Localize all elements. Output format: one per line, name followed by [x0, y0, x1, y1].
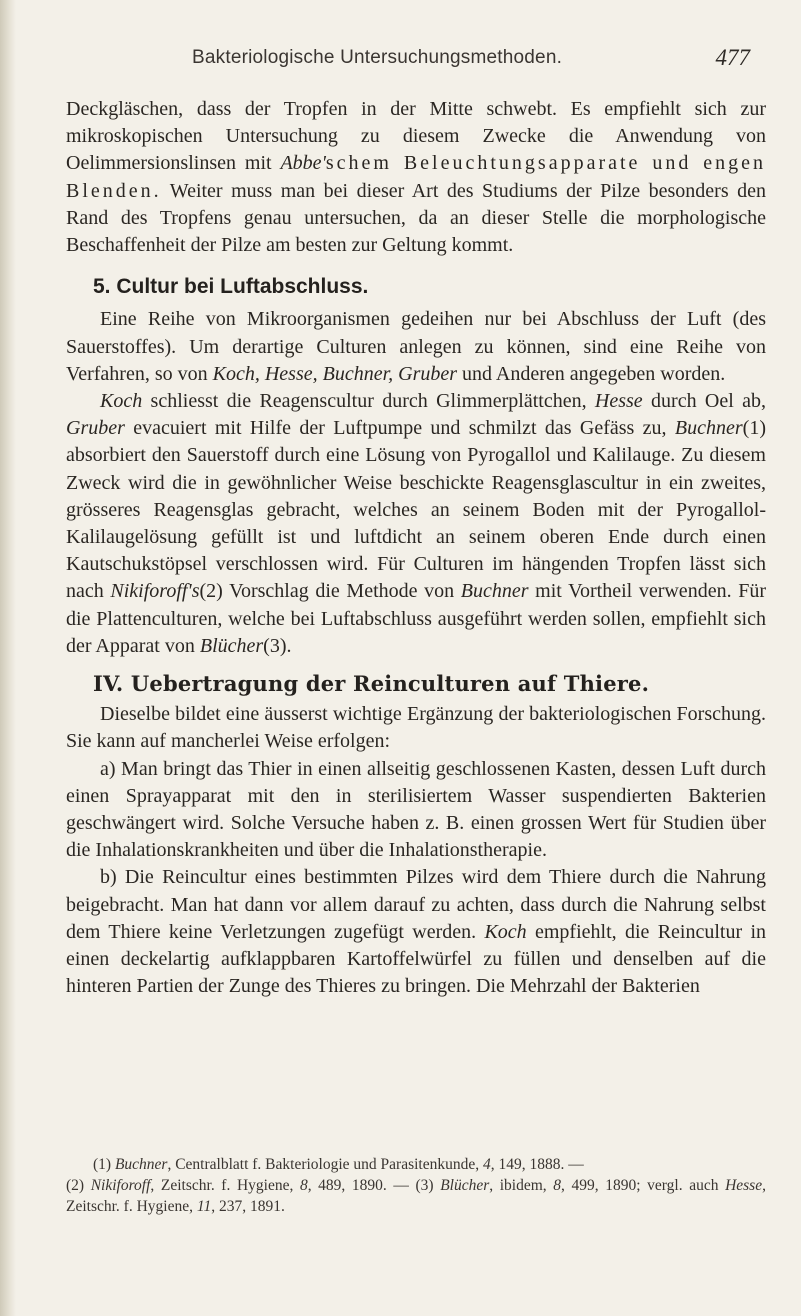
text-run: , ibidem, [489, 1177, 554, 1194]
footnote-author: Blücher [440, 1177, 490, 1194]
author-name-buchner: Buchner [460, 580, 529, 603]
footnote-2-3 [66, 1175, 766, 1217]
author-name-abbe: Abbe' [280, 152, 326, 175]
paragraph-item-b [66, 864, 766, 1000]
text-run: b) Die Reincultur eines bestimmten Pilzes wird dem Thiere durch die Nahrung beigebracht. Man hat dann vor allem darauf zu achten, dass durch die Nahrung selbst dem Thiere keine Verletzungen zugefügt werden. [66, 866, 766, 943]
text-run: (1) absorbiert den Sauerstoff durch eine Lösung von Pyrogallol und Kalilauge. Zu diesem Zweck wird die in gewöhnlicher Weise beschickte Reagensglascultur in ein zweites, grösseres Reagensglas gebracht, welches an seinem Boden mit der Pyrogallol-Kalilaugelösung gefüllt ist und luftdicht an seinem oberen Ende durch einen Kautschukstöpsel verschlossen wird. Für Culturen im hängenden Tropfen lässt sich nach [66, 417, 766, 603]
author-name-bluecher: Blücher [199, 634, 264, 657]
text-run: mit Vortheil verwenden. Für die Plattenculturen, welche bei Luftabschluss ausgeführt werden sollen, empfiehlt sich der Apparat von [66, 580, 766, 657]
text-run: , 149, 1888. — [490, 1156, 584, 1173]
text-run: , Zeitschr. f. Hygiene, [150, 1177, 300, 1194]
text-run: , 489, 1890. — (3) [307, 1177, 441, 1194]
author-names: Koch, Hesse, Buchner, Gruber [212, 362, 458, 385]
footnote-volume: 4 [483, 1156, 491, 1173]
footnote-volume: 8 [553, 1177, 562, 1194]
text-run: Deckgläschen, dass der Tropfen in der Mitte schwebt. Es empfiehlt sich zur mikroskopischen Untersuchung zu diesem Zwecke die Anwendung von Oelimmersionslinsen mit [66, 98, 766, 175]
text-run: empfiehlt, die Reincultur in einen deckelartig aufklappbaren Kartoffelwürfel zu füllen und denselben auf die hinteren Partien der Zunge des Thieres zu bringen. Die Mehrzahl der Bakterien [66, 920, 766, 998]
author-name-koch: Koch [100, 390, 143, 413]
author-name-hesse: Hesse [594, 390, 643, 413]
footnote-number: (2) [66, 1177, 91, 1194]
author-name-nikiforoff: Nikiforoff's [110, 580, 200, 603]
text-run: durch Oel ab, [642, 390, 766, 413]
running-title: Bakteriologische Untersuchungsmethoden. [192, 47, 563, 68]
book-spine-shadow [0, 0, 16, 1316]
section-heading-iv: IV. Uebertragung der Reinculturen auf Thiere. [93, 671, 650, 697]
footnote-author: Nikiforoff [90, 1177, 151, 1194]
page-number: 477 [715, 45, 750, 70]
footnote-volume: 11 [196, 1198, 212, 1215]
text-run: , Zeitschr. f. Hygiene, [66, 1177, 766, 1215]
footnote-author: Buchner [114, 1156, 168, 1173]
text-run: , 237, 1891. [211, 1198, 285, 1215]
paragraph-iv-intro: Dieselbe bildet eine äusserst wichtige Ergänzung der bakteriologischen Forschung. Sie kann auf mancherlei Weise erfolgen: [66, 703, 766, 753]
author-name-koch: Koch [484, 920, 527, 943]
paragraph-methods [66, 388, 766, 660]
text-run: , 499, 1890; vergl. auch [561, 1177, 726, 1194]
paragraph-luftabschluss-intro [66, 306, 766, 388]
paragraph-item-a: a) Man bringt das Thier in einen allseitig geschlossenen Kasten, dessen Luft durch einen Sprayapparat mit den in sterilisiertem Wasser suspendierten Bakterien geschwängert wird. Solche Versuche haben z. B. einen grossen Wert für Studien über die Inhalationskrankheiten und über die Inhalationstherapie. [66, 757, 766, 862]
author-name-gruber: Gruber [66, 417, 125, 440]
footnote-1 [66, 1154, 766, 1175]
text-run: , Centralblatt f. Bakteriologie und Parasitenkunde, [167, 1156, 483, 1173]
footnote-volume: 8 [299, 1177, 308, 1194]
text-run: schliesst die Reagenscultur durch Glimmerplättchen, [142, 390, 595, 413]
text-run: Weiter muss man bei dieser Art des Studiums der Pilze besonders den Rand des Tropfens genau untersuchen, da an dieser Stelle die morphologische Beschaffenheit der Pilze am besten zur Geltung kommt. [66, 179, 766, 257]
page-header [192, 47, 766, 77]
text-run: (3). [263, 634, 292, 657]
section-heading-5: 5. Cultur bei Luftabschluss. [93, 275, 369, 299]
footnotes [66, 1154, 766, 1217]
paragraph-continuation [66, 96, 766, 259]
text-run: Eine Reihe von Mikroorganismen gedeihen nur bei Abschluss der Luft (des Sauerstoffes). Um derartige Culturen anlegen zu können, sind eine Reihe von Verfahren, so von [66, 308, 766, 385]
footnote-number: (1) [93, 1156, 115, 1173]
spaced-emphasis: schem Beleuchtungsapparate und engen Blenden. [66, 152, 766, 202]
text-run: und Anderen angegeben worden. [457, 362, 726, 385]
text-run: (2) Vorschlag die Methode von [199, 580, 461, 603]
author-name-buchner: Buchner [674, 417, 743, 440]
page-body [66, 96, 766, 1001]
text-run: evacuiert mit Hilfe der Luftpumpe und schmilzt das Gefäss zu, [124, 417, 675, 440]
footnote-author: Hesse [725, 1177, 763, 1194]
